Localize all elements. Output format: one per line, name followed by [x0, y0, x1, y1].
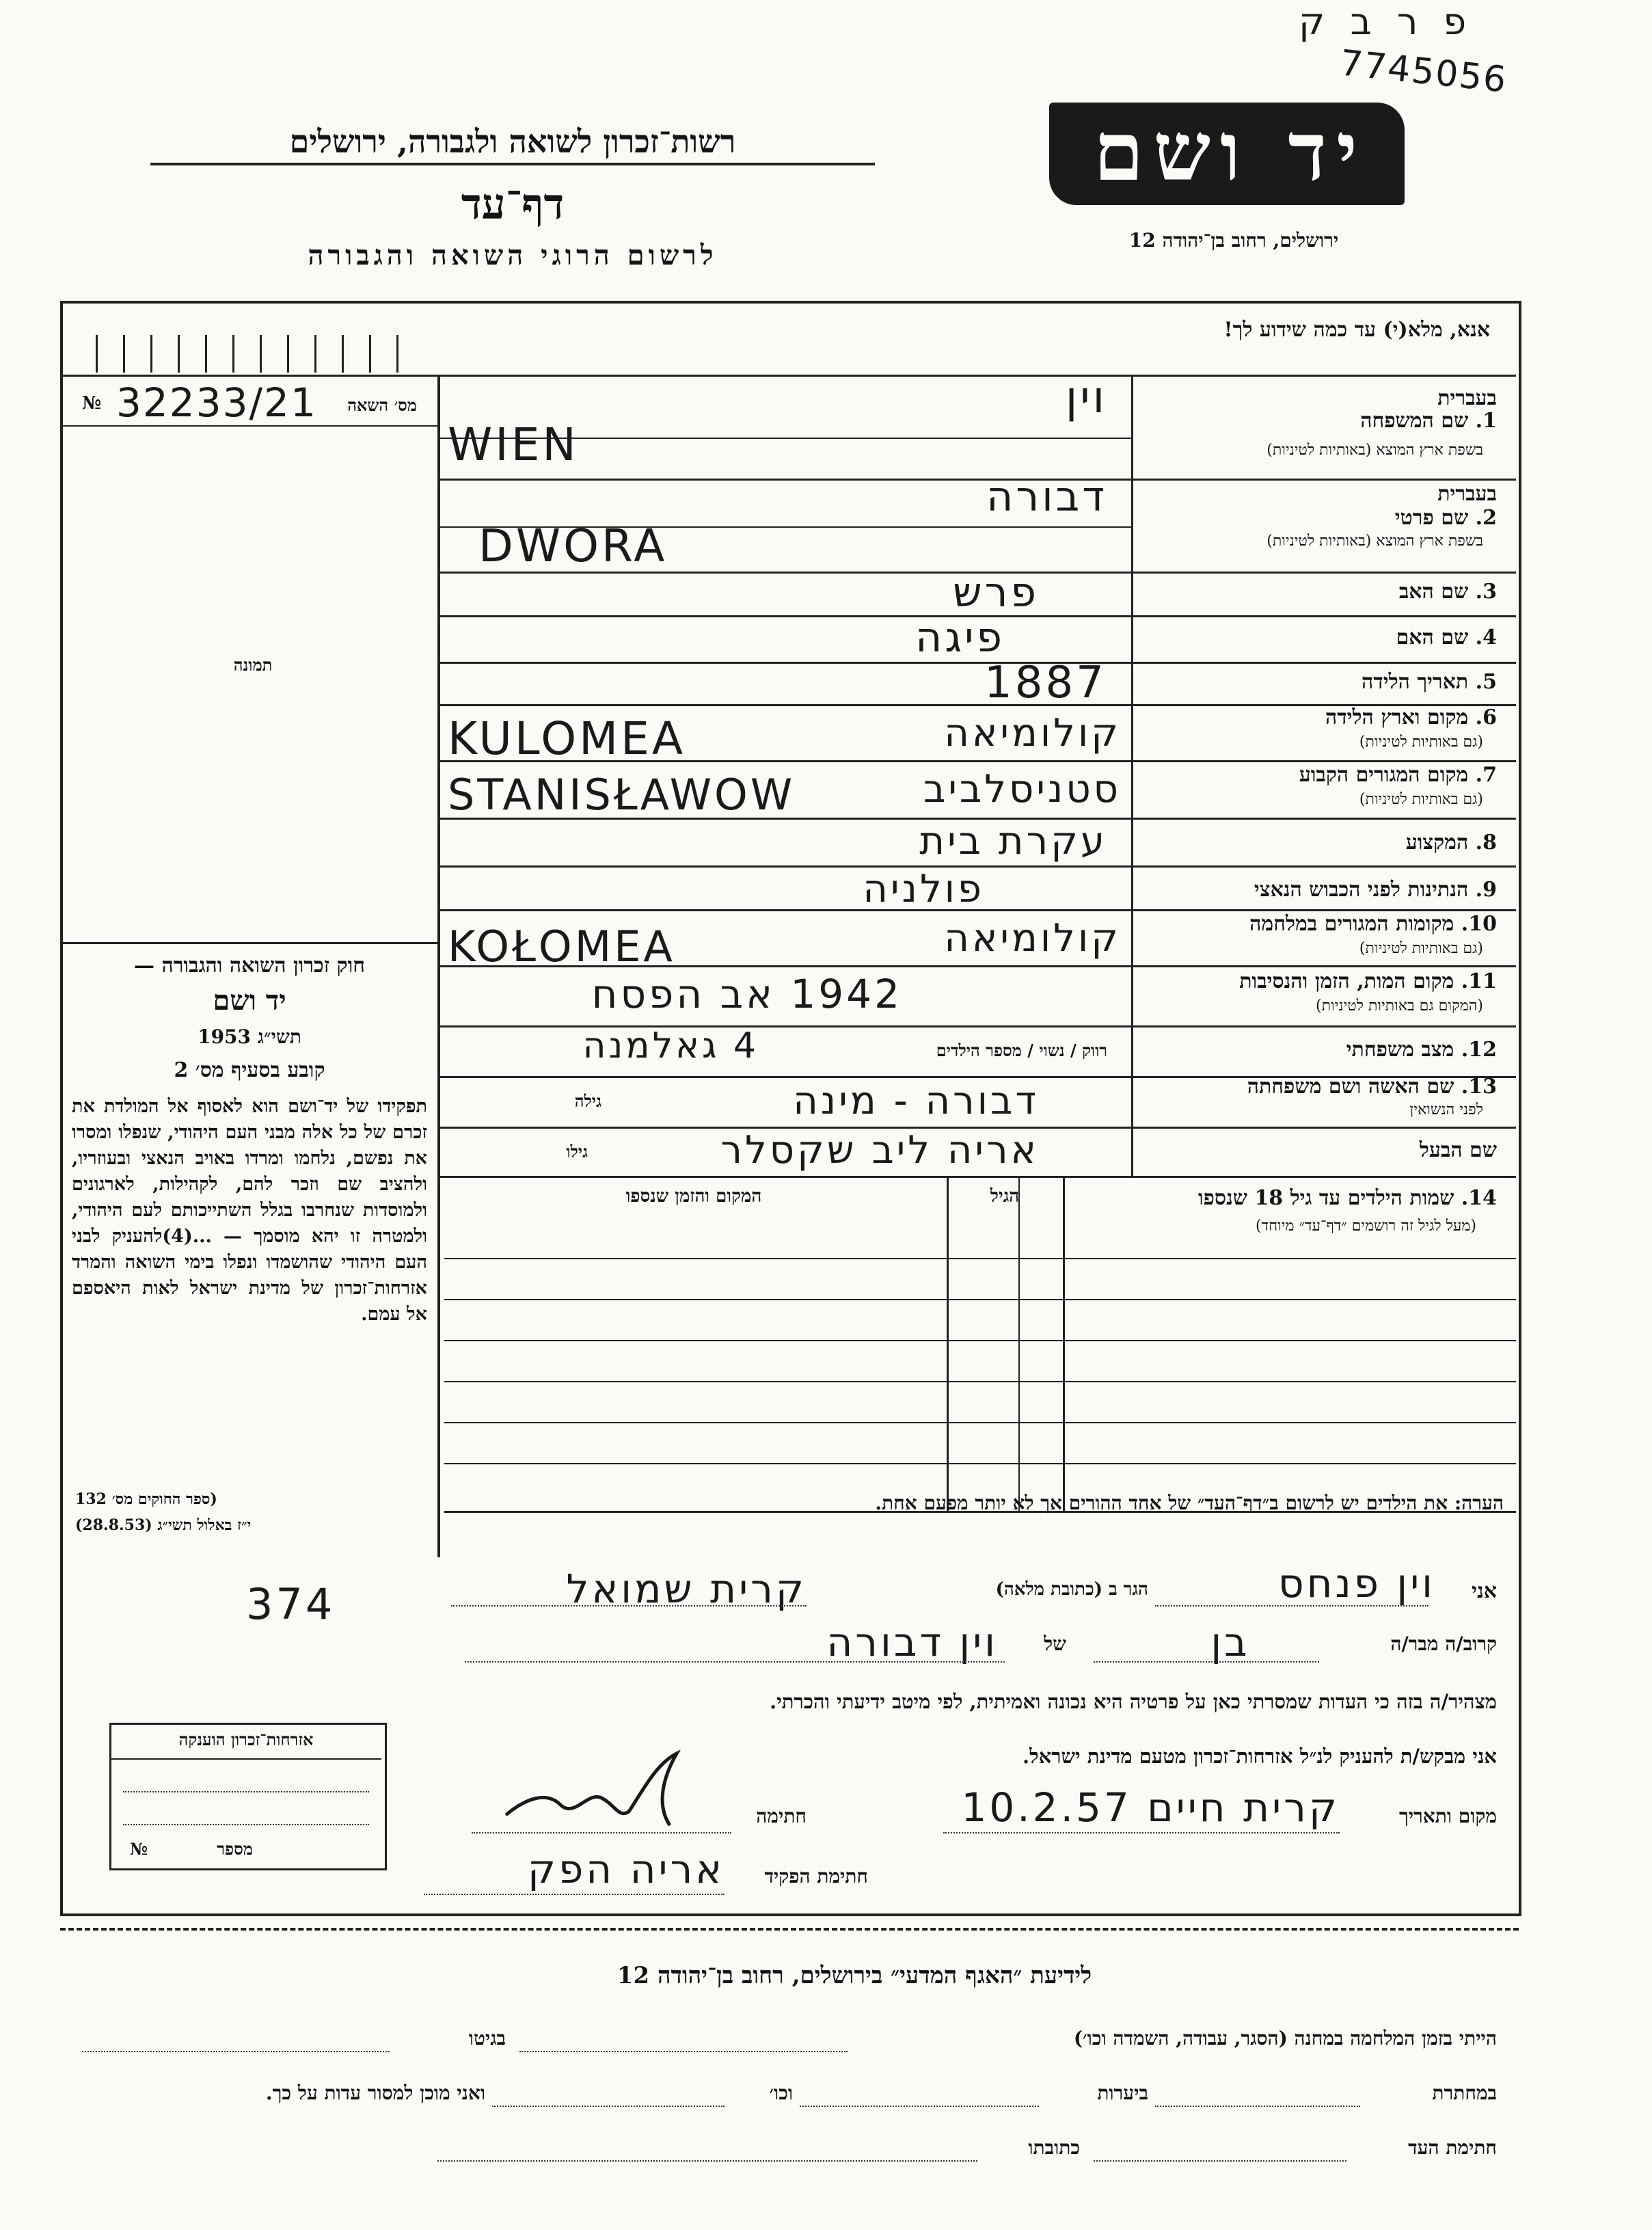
law-source: (ספר החוקים מס׳ 132 [75, 1490, 217, 1508]
field-7-sub: (גם באותיות לטיניות) [1359, 791, 1483, 808]
law-source-date: י״ז באלול תשי״ג (28.8.53) [75, 1516, 252, 1534]
declarant-address: קרית שמואל [566, 1566, 807, 1612]
field-1-hebrew-value: וין [1065, 373, 1107, 423]
tick-marks [96, 335, 424, 373]
law-year: תשי״ג 1953 [198, 1025, 301, 1048]
field-5-value: 1887 [984, 658, 1107, 708]
relation-label: קרוב/ה מבר/ה [1390, 1633, 1497, 1655]
field-9-value: פולניה [863, 867, 984, 911]
citizenship-number-label: מספר [217, 1839, 253, 1859]
photo-label: תמונה [233, 655, 273, 675]
law-title: חוק זכרון השואה והגבורה — [134, 954, 365, 978]
form-title: דף־עד [461, 179, 565, 229]
field-7-latin-value: STANISŁAWOW [448, 770, 796, 820]
bottom-line1: הייתי בזמן המלחמה במחנה (הסגר, עבודה, השמדה וכו׳) [1073, 2027, 1497, 2050]
field-4-label: 4. שם האם [1396, 626, 1497, 649]
margin-number: 374 [246, 1579, 336, 1629]
citizenship-title: אזרחות־זכרון הוענקה [178, 1730, 314, 1749]
citizenship-no-label: № [130, 1839, 148, 1859]
field-2-sub: בשפת ארץ המוצא (באותיות לטיניות) [1267, 533, 1483, 550]
children-col-place: המקום והזמן שנספו [625, 1186, 762, 1207]
field-10-hebrew-value: קולומיאה [944, 916, 1121, 960]
form-subtitle: לרשום הרוגי השואה והגבורה [308, 239, 718, 271]
field-8-value: עקרת בית [919, 819, 1107, 863]
org-line: רשות־זכרון לשואה ולגבורה, ירושלים [150, 123, 875, 165]
field-2-label: 2. שם פרטי [1394, 506, 1497, 530]
field-6-hebrew-value: קולומיאה [944, 711, 1121, 755]
field-8-label: 8. המקצוע [1405, 831, 1497, 855]
law-logo: יד ושם [213, 984, 286, 1017]
field-11-value: 1942 אב הפסח [591, 971, 902, 1017]
officer-label: חתימת הפקיד [764, 1865, 868, 1888]
field-7-label: 7. מקום המגורים הקבוע [1299, 763, 1497, 787]
field-4-value: פיגה [915, 614, 1005, 662]
field-11-sub: (המקום גם באותיות לטיניות) [1316, 997, 1483, 1015]
field-12-options: רווק / נשוי / מספר הילדים [936, 1040, 1107, 1060]
law-clause: קובע בסעיף מס׳ 2 [174, 1058, 325, 1082]
field-11-label: 11. מקום המות, הזמן והנסיבות [1239, 969, 1497, 993]
field-2-lang: בעברית [1437, 482, 1497, 506]
field-3-label: 3. שם האב [1398, 580, 1497, 604]
request-text: אני מבקש/ת להעניק לנ״ל אזרחות־זכרון מטעם מדינת ישראל. [1023, 1745, 1497, 1768]
bottom-line1-end: בגיטו [468, 2027, 506, 2050]
registration-hash-icon: № [82, 393, 102, 414]
field-9-label: 9. הנתינות לפני הכבוש הנאצי [1254, 878, 1497, 902]
header-address: ירושלים, רחוב בן־יהודה 12 [1128, 229, 1339, 252]
field-10-label: 10. מקומות המגורים במלחמה [1249, 912, 1497, 936]
field-7-hebrew-value: סטניסלביב [923, 767, 1121, 811]
bottom-heading: לידיעת ״האגף המדעי״ בירושלים, רחוב בן־יהודה 12 [617, 1962, 1092, 1989]
field-6-label: 6. מקום וארץ הלידה [1325, 706, 1497, 729]
field-13-sub: לפני הנשואין [1409, 1101, 1483, 1118]
field-1-lang: בעברית [1437, 386, 1497, 410]
note-text: הערה: את הילדים יש לרשום ב״דף־העד״ של אחד ההורים אך לא יותר מפעם אחת. [875, 1492, 1504, 1514]
children-col-age: הגיל [990, 1186, 1020, 1207]
declarant-signature [499, 1750, 718, 1832]
of-label: של [1044, 1633, 1066, 1655]
bottom-willing: ואני מוכן למסור עדות על כך. [265, 2082, 485, 2104]
declaration-text: מצהיר/ה בזה כי העדות שמסרתי כאן על פרטיה היא נכונה ואמיתית, לפי מיטב ידיעתי והכרתי. [770, 1690, 1497, 1713]
logo-text: יד ושם [1093, 104, 1368, 199]
bottom-forests: ביערות [1097, 2082, 1148, 2104]
field-5-label: 5. תאריך הלידה [1362, 670, 1497, 694]
witness-address-label: כתובתו [1028, 2136, 1080, 2159]
field-6-latin-value: KULOMEA [448, 712, 686, 765]
children-label: 14. שמות הילדים עד גיל 18 שנספו [1197, 1186, 1497, 1210]
registration-value: 32233/21 [116, 379, 317, 426]
field-12-label: 12. מצב משפחתי [1346, 1038, 1497, 1062]
law-body: תפקידו של יד־ושם הוא לאסוף אל המולדת את זכרם של כל אלה מבני העם היהודי, שנפלו ומסרו את נפשם, נלחמו ומרדו באויב הנאצי ובעוזריו, ולהציב שם וזכר להם, לקהילות, לארגונים ולמוסדות שנחרבו בגלל השתייכותם לעם היהודי, ולמטרה זו יהא מוסמך — ...(4)להעניק לבני העם היהודי שהושמדו ונפלו בימי השואה והמרד אזרחות־זכרון של מדינת ישראל לאות היאספם אל עמם. [72, 1096, 427, 1325]
witness-signature-label: חתימת העד [1408, 2136, 1497, 2159]
corner-handwriting: פ ר ב ק [1299, 0, 1474, 43]
field-1-sub: בשפת ארץ המוצא (באותיות לטיניות) [1267, 442, 1483, 459]
place-date-value: קרית חיים 10.2.57 [961, 1784, 1340, 1831]
field-10-latin-value: KOŁOMEA [448, 922, 675, 971]
of-name: וין דבורה [826, 1619, 998, 1665]
place-date-label: מקום ותאריך [1398, 1805, 1497, 1827]
husband-value: אריה ליב שקסלר [720, 1128, 1039, 1172]
field-10-sub: (גם באותיות לטיניות) [1359, 940, 1483, 957]
declarant-address-label: הגר ב (כתובת מלאה) [995, 1579, 1148, 1600]
declarant-i-label: אני [1472, 1579, 1497, 1603]
field-12-value: 4 גאלמנה [582, 1025, 759, 1066]
bottom-etc: וכו׳ [769, 2082, 793, 2104]
officer-signature: אריה הפק [527, 1846, 725, 1892]
field-2-hebrew-value: דבורה [986, 473, 1107, 521]
declarant-name: וין פנחס [1278, 1560, 1435, 1607]
field-1-latin-value: WIEN [448, 418, 579, 471]
field-13-age-label: גילה [574, 1091, 601, 1111]
corner-number: 7745056 [1338, 42, 1510, 101]
husband-label: שם הבעל [1419, 1138, 1497, 1162]
intro-text: אנא, מלא(י) עד כמה שידוע לך! [1223, 318, 1490, 342]
relation-value: בן [1210, 1619, 1250, 1665]
bottom-underground: במחתרת [1432, 2082, 1497, 2104]
signature-label: חתימה [756, 1805, 807, 1827]
registration-label: מס׳ השאה [347, 395, 417, 415]
field-13-value: דבורה - מינה [793, 1079, 1039, 1123]
children-sub: (מעל לגיל זה רושמים ״דף־עד״ מיוחד) [1255, 1218, 1476, 1235]
husband-age-label: גילו [566, 1142, 588, 1161]
field-13-label: 13. שם האשה ושם משפחתה [1247, 1075, 1497, 1099]
field-2-latin-value: DWORA [478, 520, 668, 572]
field-1-label: 1. שם המשפחה [1360, 409, 1497, 433]
field-6-sub: (גם באותיות לטיניות) [1359, 734, 1483, 751]
field-3-value: פרש [953, 569, 1039, 617]
